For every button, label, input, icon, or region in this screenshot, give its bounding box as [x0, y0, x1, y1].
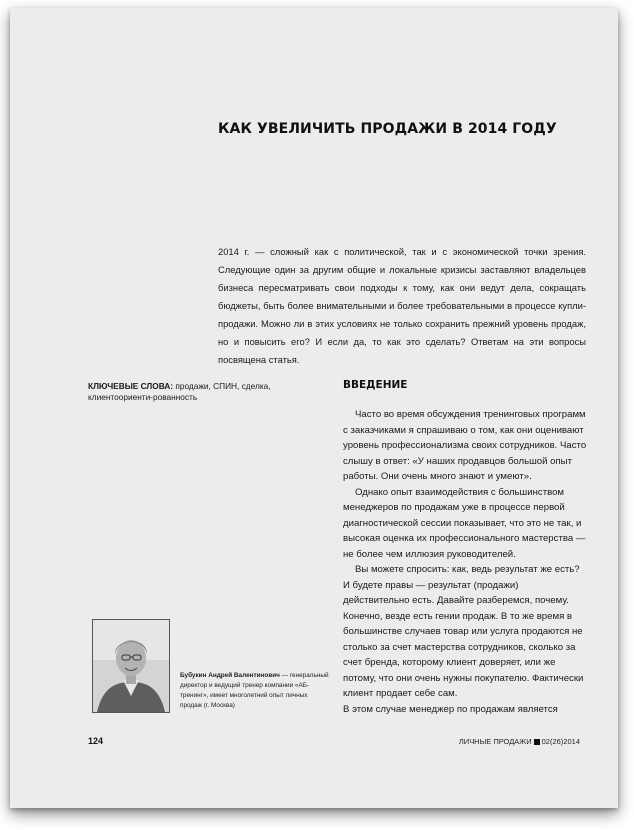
body-paragraph: Однако опыт взаимодействия с большинством менеджеров по продажам уже в процессе первой диагностической сессии показывает, что это не так, и высокая оценка их профессионального мастерства — не более чем иллюзия руководителей. [343, 486, 586, 560]
magazine-page [10, 8, 618, 808]
author-photo [92, 619, 170, 713]
page-number: 124 [88, 736, 104, 746]
section-heading: ВВЕДЕНИЕ [343, 379, 408, 391]
author-bio [180, 671, 330, 711]
keywords-text: продажи, СПИН, сделка, клиентоориенти-рованность [88, 381, 271, 402]
square-icon [534, 739, 540, 745]
article-lead: 2014 г. — сложный как с политической, так и с экономической точки зрения. Следующие один за другим общие и локальные кризисы заставляют владельцев бизнеса пересматривать свои подходы к тому, как они ведут дела, сокращать бюджеты, быть более внимательными и более требовательными в процессе купли-продажи. Можно ли в этих условиях не только сохранить прежний уровень продаж, но и повысить его? И если да, то как это сделать? Ответам на эти вопросы посвящена статья. [218, 246, 586, 365]
keywords-label: КЛЮЧЕВЫЕ СЛОВА: [88, 381, 174, 391]
author-description: — генеральный директор и ведущий тренер компании «АБ-тренинг», имеет многолетний опыт личных продаж (г. Москва) [180, 672, 329, 709]
author-name: Бубукин Андрей Валентинович [180, 672, 280, 679]
issue-number: 02(26)2014 [541, 737, 580, 746]
body-column [343, 407, 587, 717]
body-paragraph: В этом случае менеджер по продажам является [343, 703, 558, 715]
magazine-name: ЛИЧНЫЕ ПРОДАЖИ [458, 737, 532, 746]
keywords [88, 381, 320, 403]
body-paragraph: Вы можете спросить: как, ведь результат же есть? И будете правы — результат (продажи) действительно есть. Давайте разберемся, почему. Конечно, везде есть гении продаж. В то же время в большинстве случаев товар или услуга продаются не столько за счет мастерства сотрудников, сколько за счет бренда, которому клиент доверяет, или же потому, что они очень нужны покупателю. Фактически клиент продает себе сам. [343, 564, 584, 699]
body-paragraph: Часто во время обсуждения тренинговых программ с заказчиками я спрашиваю о том, как они оценивают уровень профессионализма своих сотрудников. Часто слышу в ответ: «У наших продавцов большой опыт работы. Они очень много знают и умеют». [343, 409, 587, 482]
article-title: КАК УВЕЛИЧИТЬ ПРОДАЖИ В 2014 ГОДУ [218, 121, 557, 137]
running-footer [459, 737, 580, 746]
